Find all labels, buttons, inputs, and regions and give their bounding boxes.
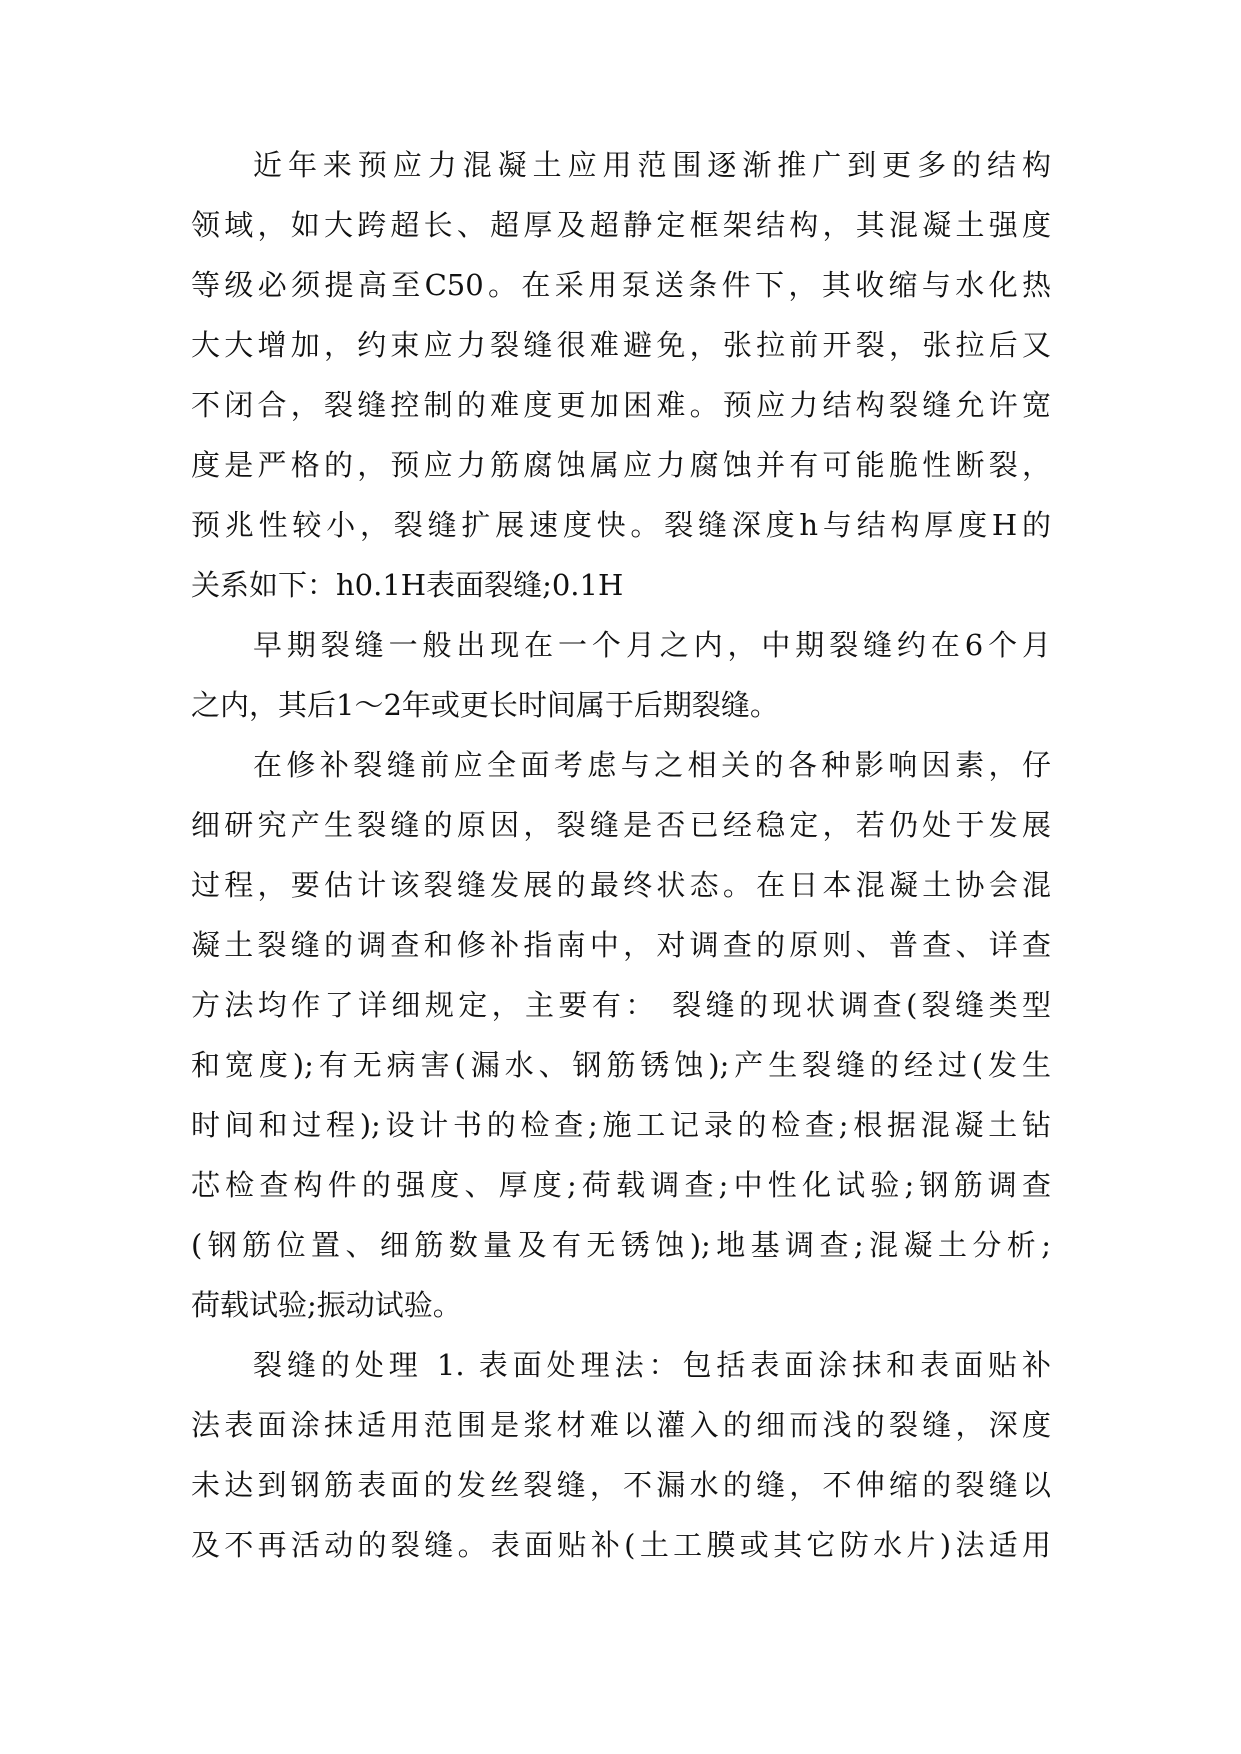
paragraph-3-line-1: 在修补裂缝前应全面考虑与之相关的各种影响因素，仔: [253, 748, 1051, 782]
paragraph-1-line-5: 不闭合，裂缝控制的难度更加困难。预应力结构裂缝允许宽: [191, 388, 1051, 422]
paragraph-1-line-7: 预兆性较小，裂缝扩展速度快。裂缝深度h与结构厚度H的: [191, 508, 1051, 542]
paragraph-2-line-1: 早期裂缝一般出现在一个月之内，中期裂缝约在6个月: [253, 628, 1051, 662]
paragraph-3-line-6: 和宽度);有无病害(漏水、钢筋锈蚀);产生裂缝的经过(发生: [191, 1048, 1051, 1082]
paragraph-4-line-2: 法表面涂抹适用范围是浆材难以灌入的细而浅的裂缝，深度: [191, 1408, 1051, 1442]
paragraph-3-line-2: 细研究产生裂缝的原因，裂缝是否已经稳定，若仍处于发展: [191, 808, 1051, 842]
paragraph-1-line-3: 等级必须提高至C50。在采用泵送条件下，其收缩与水化热: [191, 268, 1051, 302]
paragraph-4-line-1: 裂缝的处理 1. 表面处理法：包括表面涂抹和表面贴补: [253, 1348, 1051, 1382]
paragraph-4-line-4: 及不再活动的裂缝。表面贴补(土工膜或其它防水片)法适用: [191, 1528, 1051, 1562]
paragraph-1-line-2: 领域，如大跨超长、超厚及超静定框架结构，其混凝土强度: [191, 208, 1051, 242]
paragraph-3-line-8: 芯检查构件的强度、厚度;荷载调查;中性化试验;钢筋调查: [191, 1168, 1051, 1202]
paragraph-1-line-1: 近年来预应力混凝土应用范围逐渐推广到更多的结构: [253, 148, 1051, 182]
paragraph-3-line-10: 荷载试验;振动试验。: [191, 1288, 462, 1322]
paragraph-3-line-3: 过程，要估计该裂缝发展的最终状态。在日本混凝土协会混: [191, 868, 1051, 902]
paragraph-3-line-4: 凝土裂缝的调查和修补指南中，对调查的原则、普查、详查: [191, 928, 1051, 962]
paragraph-3-line-7: 时间和过程);设计书的检查;施工记录的检查;根据混凝土钻: [191, 1108, 1051, 1142]
paragraph-1-line-8: 关系如下：h0.1H表面裂缝;0.1H: [191, 568, 624, 602]
paragraph-3-line-5: 方法均作了详细规定，主要有： 裂缝的现状调查(裂缝类型: [191, 988, 1051, 1022]
paragraph-2-line-2: 之内，其后1～2年或更长时间属于后期裂缝。: [191, 688, 779, 722]
paragraph-4-line-3: 未达到钢筋表面的发丝裂缝，不漏水的缝，不伸缩的裂缝以: [191, 1468, 1051, 1502]
paragraph-1-line-6: 度是严格的，预应力筋腐蚀属应力腐蚀并有可能脆性断裂，: [191, 448, 1051, 482]
paragraph-1-line-4: 大大增加，约束应力裂缝很难避免，张拉前开裂，张拉后又: [191, 328, 1051, 362]
paragraph-3-line-9: (钢筋位置、细筋数量及有无锈蚀);地基调查;混凝土分析;: [191, 1228, 1051, 1262]
